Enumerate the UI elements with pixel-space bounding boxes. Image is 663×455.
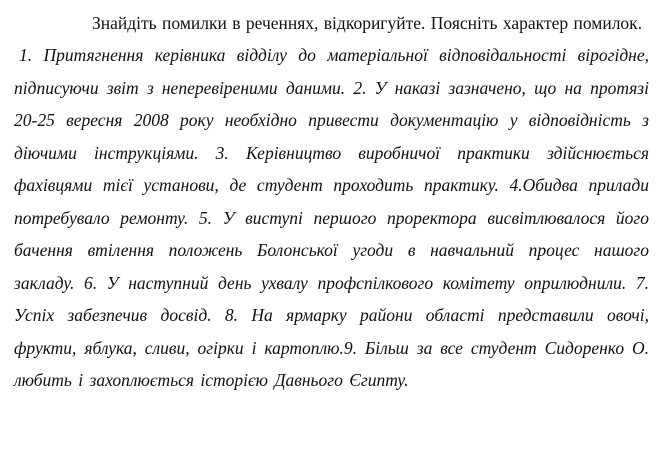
- exercise-sentences: 1. Притягнення керівника відділу до матеріальної відповідальності вірогідне, підписуючи звіт з неперевіреними даними. 2. У наказі зазначено, що на протязі 20-25 вересня 2008 року необхідно привести документацію у відповідність з діючими інструкціями. 3. Керівництво виробничої практики здійснюється фахівцями тієї установи, де студент проходить практику. 4.Обидва прилади потребувало ремонту. 5. У виступі першого проректора висвітлювалося його бачення втілення положень Болонської угоди в навчальний процес нашого закладу. 6. У наступний день ухвалу профспілкового комітету оприлюднили. 7. Успіх забезпечив досвід. 8. На ярмарку райони області представили овочі, фрукти, яблука, сливи, огірки і картоплю.9. Більш за все студент Сидоренко О. любить і захоплюється історією Давнього Єгипту.: [14, 45, 649, 390]
- task-heading: Знайдіть помилки в реченнях, відкоригуйте. Поясніть характер помилок.: [92, 13, 643, 33]
- exercise-text: [14, 39, 649, 397]
